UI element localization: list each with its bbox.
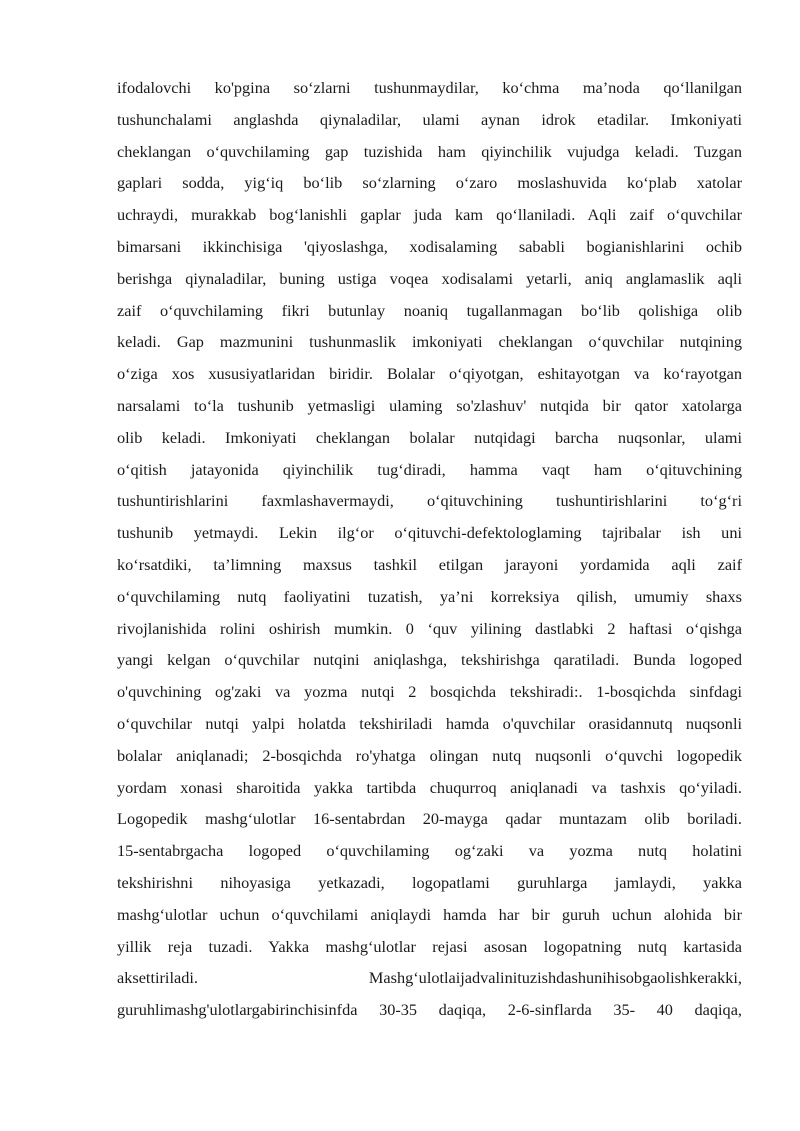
text-line: uchraydi, murakkab bog‘lanishli gaplar juda kam qo‘llaniladi. Aqli zaif o‘quvchilar	[117, 205, 742, 225]
text-line: tushunchalami anglashda qiynaladilar, ulami aynan idrok etadilar. Imkoniyati	[117, 109, 742, 129]
text-line: tushunib yetmaydi. Lekin ilg‘or o‘qituvchi-defektologlaming tajribalar ish uni	[117, 523, 742, 543]
text-line: gaplari sodda, yig‘iq bo‘lib so‘zlarning o‘zaro moslashuvida ko‘plab xatolar	[117, 173, 742, 193]
text-line: yillik reja tuzadi. Yakka mashg‘ulotlar rejasi asosan logopatning nutq kartasida	[117, 936, 742, 956]
text-line: keladi. Gap mazmunini tushunmaslik imkoniyati cheklangan o‘quvchilar nutqining	[117, 332, 742, 352]
text-line: bimarsani ikkinchisiga 'qiyoslashga, xodisalaming sababli bogianishlarini ochib	[117, 236, 742, 256]
text-line: tushuntirishlarini faxmlashavermaydi, o‘qituvchining tushuntirishlarini to‘g‘ri	[117, 491, 742, 511]
text-line: tekshirishni nihoyasiga yetkazadi, logopatlami guruhlarga jamlaydi, yakka	[117, 872, 742, 892]
text-line: mashg‘ulotlar uchun o‘quvchilami aniqlaydi hamda har bir guruh uchun alohida bir	[117, 904, 742, 924]
text-line: guruhlimashg'ulotlargabirinchisinfda 30-35 daqiqa, 2-6-sinflarda 35- 40 daqiqa,	[117, 1000, 742, 1020]
text-line: ko‘rsatdiki, ta’limning maxsus tashkil etilgan jarayoni yordamida aqli zaif	[117, 554, 742, 574]
text-line: yordam xonasi sharoitida yakka tartibda chuqurroq aniqlanadi va tashxis qo‘yiladi.	[117, 777, 742, 797]
text-line: olib keladi. Imkoniyati cheklangan bolalar nutqidagi barcha nuqsonlar, ulami	[117, 427, 742, 447]
text-line: cheklangan o‘quvchilaming gap tuzishida ham qiyinchilik vujudga keladi. Tuzgan	[117, 141, 742, 161]
text-line: o‘ziga xos xususiyatlaridan biridir. Bolalar o‘qiyotgan, eshitayotgan va ko‘rayotgan	[117, 364, 742, 384]
text-line: o‘quvchilar nutqi yalpi holatda tekshiriladi hamda o'quvchilar orasidannutq nuqsonli	[117, 713, 742, 733]
text-line: berishga qiynaladilar, buning ustiga voqea xodisalami yetarli, aniq anglamaslik aqli	[117, 268, 742, 288]
text-line: ifodalovchi ko'pgina so‘zlarni tushunmaydilar, ko‘chma ma’noda qo‘llanilgan	[117, 78, 742, 97]
text-line: yangi kelgan o‘quvchilar nutqini aniqlashga, tekshirishga qaratiladi. Bunda logoped	[117, 650, 742, 670]
text-line: narsalami to‘la tushunib yetmasligi ulaming so'zlashuv' nutqida bir qator xatolarga	[117, 395, 742, 415]
text-line: Logopedik mashg‘ulotlar 16-sentabrdan 20-mayga qadar muntazam olib boriladi.	[117, 809, 742, 829]
text-line: o'quvchining og'zaki va yozma nutqi 2 bosqichda tekshiradi:. 1-bosqichda sinfdagi	[117, 682, 742, 702]
text-line: aksettiriladi. Mashg‘ulotlaijadvalinituzishdashunihisobgaolishkerakki,	[117, 968, 742, 988]
text-line: bolalar aniqlanadi; 2-bosqichda ro'yhatga olingan nutq nuqsonli o‘quvchi logopedik	[117, 745, 742, 765]
text-line: o‘quvchilaming nutq faoliyatini tuzatish, ya’ni korreksiya qilish, umumiy shaxs	[117, 586, 742, 606]
body-text	[117, 72, 742, 1026]
text-line: 15-sentabrgacha logoped o‘quvchilaming og‘zaki va yozma nutq holatini	[117, 841, 742, 861]
text-line: zaif o‘quvchilaming fikri butunlay noaniq tugallanmagan bo‘lib qolishiga olib	[117, 300, 742, 320]
text-line: o‘qitish jatayonida qiyinchilik tug‘diradi, hamma vaqt ham o‘qituvchining	[117, 459, 742, 479]
text-line: rivojlanishida rolini oshirish mumkin. 0 ‘quv yilining dastlabki 2 haftasi o‘qishga	[117, 618, 742, 638]
